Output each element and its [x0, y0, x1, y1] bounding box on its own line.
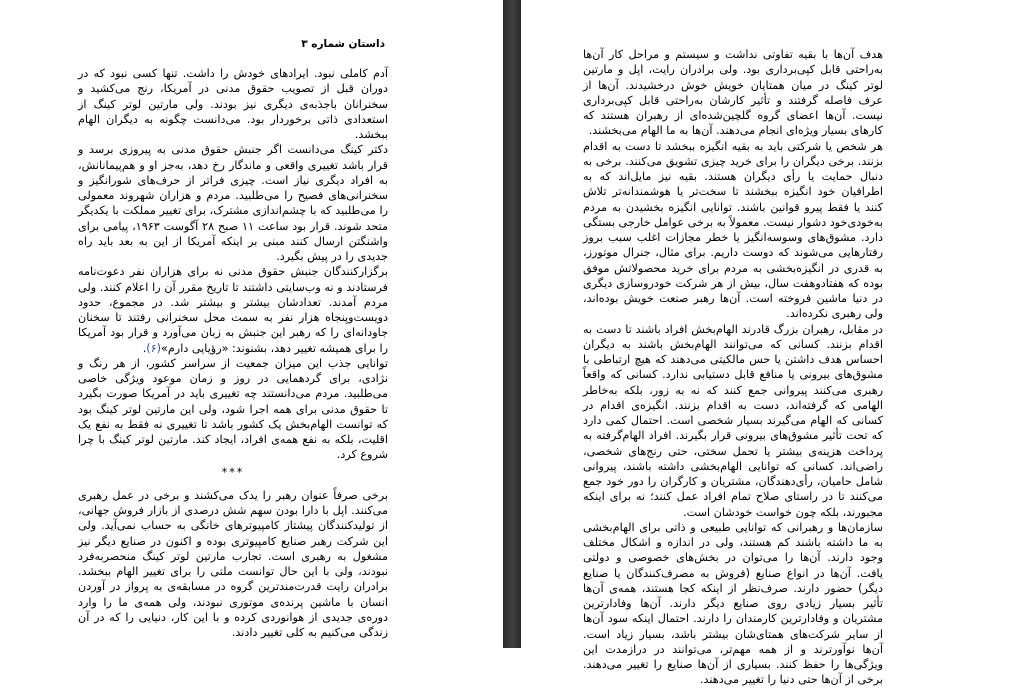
left-page [0, 0, 503, 648]
paragraph: در مقابل، رهبران بزرگ قادرند الهام‌بخش افراد باشند تا دست به اقدام بزنند. کسانی که می‌توانند الهام‌بخش باشند به دیگران احساس هدف داشتن یا حس مالکیتی می‌دهند که هیچ ارتباطی با مشوق‌های بیرونی یا منافع قابل دستیابی ندارد. کسانی که واقعاً رهبری می‌کنند پیروانی جمع کنند که نه به زور، بلکه به‌خاطر الهامی که گرفته‌اند، دست به اقدام بزنند. انگیزه‌ی اقدام در کسانی که الهام می‌گیرند بسیار شخصی است. احتمال کمی دارد که تحت تأثیر مشوق‌های بیرونی قرار بگیرند. افراد الهام‌گرفته به پرداخت هزینه‌ی بیشتر یا تحمل سختی، حتی رنج‌های شخصی، راضی‌اند. کسانی که توانایی الهام‌بخشی داشته باشند، پیروانی شامل حامیان، رأی‌دهندگان، مشتریان و کارگران را دور خود جمع می‌کنند تا در راستای صلاح تمام افراد عمل کنند؛ نه برای اینکه مجبورند، بلکه چون خواست خودشان است. [583, 322, 883, 519]
paragraph-text: برگزارکنندگان جنبش حقوق مدنی نه برای هزاران نفر دعوت‌نامه فرستادند و نه وب‌سایتی داشتند تا تاریخ مقرر آن را اعلام کنند. ولی مردم آمدند. تعدادشان بیشتر و بیشتر شد. در مجموع، حدود دویست‌وپنجاه هزار نفر به سمت محل سخنرانی رفتند تا سخنان جاودانه‌ای را که رهبر این جنبش به زبان می‌آورد و قرار بود آمریکا را برای همیشه تغییر دهد، بشنوند: «رؤیایی دارم» [78, 265, 388, 355]
right-page [521, 0, 1024, 687]
paragraph: هر شخص یا شرکتی باید به بقیه انگیزه ببخشد تا دست به اقدام بزنند. برخی دیگران را برای خرید چیزی تشویق می‌کنند. برخی به دنبال حمایت یا رأی دیگران هستند. بقیه نیز مایل‌اند که به اطرافیان خود انگیزه ببخشند تا سخت‌تر یا هوشمندانه‌تر تلاش کنند یا فقط پیرو قوانین باشند. توانایی انگیزه بخشیدن به مردم به‌خودی‌خود دشوار نیست. معمولاً به برخی عوامل خارجی بستگی دارد. مشوق‌های وسوسه‌انگیز یا خطر مجازات اغلب سبب بروز رفتارهایی می‌شوند که دوست داریم. برای مثال، جنرال موتورز، به قدری در انگیزه‌بخشی به مردم برای خرید محصولاتش موفق بوده که هفتادوهفت سال، بیش از هر شرکت خودروسازی دیگری در دنیا ماشین فروخته است. آن‌ها رهبر صنعت خویش بوده‌اند، ولی رهبری نکرده‌اند. [583, 139, 883, 321]
paragraph: برخی صرفاً عنوان رهبر را یدک می‌کشند و برخی در عمل رهبری می‌کنند. اپل با دارا بودن سهم شش درصدی از بازار فروش جهانی، از تولیدکنندگان پیشتاز کامپیوترهای خانگی به حساب نمی‌آید. ولی این شرکت رهبر صنایع کامپیوتری بوده و اکنون در صنایع دیگر نیز مشغول به رهبری است. تجارب مارتین لوتر کینگ منحصربه‌فرد نبودند، ولی با این حال توانست ملتی را برای تغییر الهام ببخشد. برادران رایت قدرت‌مندترین گروه در مسابقه‌ی به پرواز در آوردن انسان با ماشین پرنده‌ی موتوری نبودند، ولی همه‌ی ما را وارد دوره‌ی جدیدی از هوانوردی کرده و با این کار، دنیایی را که در آن زندگی می‌کنیم به کلی تغییر دادند. [78, 488, 388, 639]
paragraph: سازمان‌ها و رهبرانی که توانایی طبیعی و ذاتی برای الهام‌بخشی به ما داشته باشند کم هستند، ولی در اندازه و اشکال مختلف وجود دارند. آن‌ها را می‌توان در بخش‌های خصوصی و دولتی یافت. آن‌ها در انواع صنایع (فروش به مصرف‌کنندگان یا صنایع دیگر) حضور دارند. صرف‌نظر از اینکه کجا هستند، همه‌ی آن‌ها تأثیر بسیار زیادی روی صنایع دیگر دارند. آن‌ها وفادارترین مشتریان و وفادارترین کارمندان را دارند. احتمال اینکه سود آن‌ها از سایر شرکت‌های همتای‌شان بیشتر باشد، بسیار زیاد است. آن‌ها نوآورترند و از همه مهم‌تر، می‌توانند در درازمدت این ویژگی‌ها را حفظ کنند. بسیاری از آن‌ها صنایع را تغییر می‌دهند. برخی از آن‌ها حتی دنیا را تغییر می‌دهند. [583, 520, 883, 687]
paragraph: دکتر کینگ می‌دانست اگر جنبش حقوق مدنی به پیروزی برسد و قرار باشد تغییری واقعی و ماندگار رخ دهد، به‌جز او و هم‌پیمانانش، به افراد دیگری نیاز است. چیزی فراتر از حرف‌های شورانگیز و سخنرانی‌های فصیح را می‌طلبید. مردم و هزاران شهروند معمولی را می‌طلبید که با چشم‌اندازی مشترک، برای تغییر مملکت با یکدیگر متحد شوند. قرار بود ساعت ۱۱ صبح ۲۸ آگوست ۱۹۶۳، پیامی برای واشنگتن ارسال کنند مبنی بر اینکه آمریکا از این به بعد باید راه جدیدی را در پیش بگیرد. [78, 143, 389, 263]
paragraph: آدم کاملی نبود. ایرادهای خودش را داشت. تنها کسی نبود که در دوران قبل از تصویب حقوق مدنی در آمریکا، رنج می‌کشید و سخنرانان باجذبه‌ی دیگری نیز بودند. ولی مارتین لوتر کینگ از استعدادی ذاتی برخوردار بود. می‌دانست چگونه به دیگران الهام ببخشد. [78, 67, 388, 141]
paragraph: هدف آن‌ها با بقیه تفاوتی نداشت و سیستم و مراحل کار آن‌ها به‌راحتی قابل کپی‌برداری بود. ولی برادران رایت، اپل و مارتین لوتر کینگ در میان همتایان خویش خوش درخشیدند. آن‌ها از عرف فاصله گرفتند و تأثیر کارشان به‌راحتی قابل کپی‌برداری نیست. آن‌ها اعضای گروه گلچین‌شده‌ای از رهبران هستند که کارهای بسیار ویژه‌ای انجام می‌دهند. آن‌ها به ما الهام می‌بخشند. [583, 48, 883, 138]
book-spine [503, 0, 521, 648]
paragraph: توانایی جذب این میزان جمعیت از سراسر کشور، از هر رنگ و نژادی، برای گردهمایی در روز و زمان موعود ویژگی خاصی می‌طلبید. مردم می‌دانستند چه تغییری باید در آمریکا صورت بگیرد تا حقوق مدنی برای همه اجرا شود، ولی این مارتین لوتر کینگ بود که توانست الهام‌بخش یک کشور باشد تا تغییری نه فقط به نفع یک اقلیت، بلکه به نفع همه‌ی افراد، ایجاد کند. مارتین لوتر کینگ با چرا شروع کرد. [78, 356, 388, 462]
footnote-link[interactable]: (۶) [146, 341, 162, 355]
page-header: داستان شماره ۳ [301, 38, 385, 50]
section-break: *** [221, 465, 245, 479]
left-page-text [78, 66, 388, 640]
right-page-text [583, 47, 883, 688]
paragraph: برگزارکنندگان جنبش حقوق مدنی نه برای هزاران نفر دعوت‌نامه فرستادند و نه وب‌سایتی داشتند تا تاریخ مقرر آن را اعلام کنند. ولی مردم آمدند. تعدادشان بیشتر و بیشتر شد. در مجموع، حدود دویست‌وپنجاه هزار نفر به سمت محل سخنرانی رفتند تا سخنان جاودانه‌ای را که رهبر این جنبش به زبان می‌آورد و قرار بود آمریکا را برای همیشه تغییر دهد، بشنوند: «رؤیایی دارم»(۶). [78, 265, 388, 355]
spacer [78, 480, 388, 488]
